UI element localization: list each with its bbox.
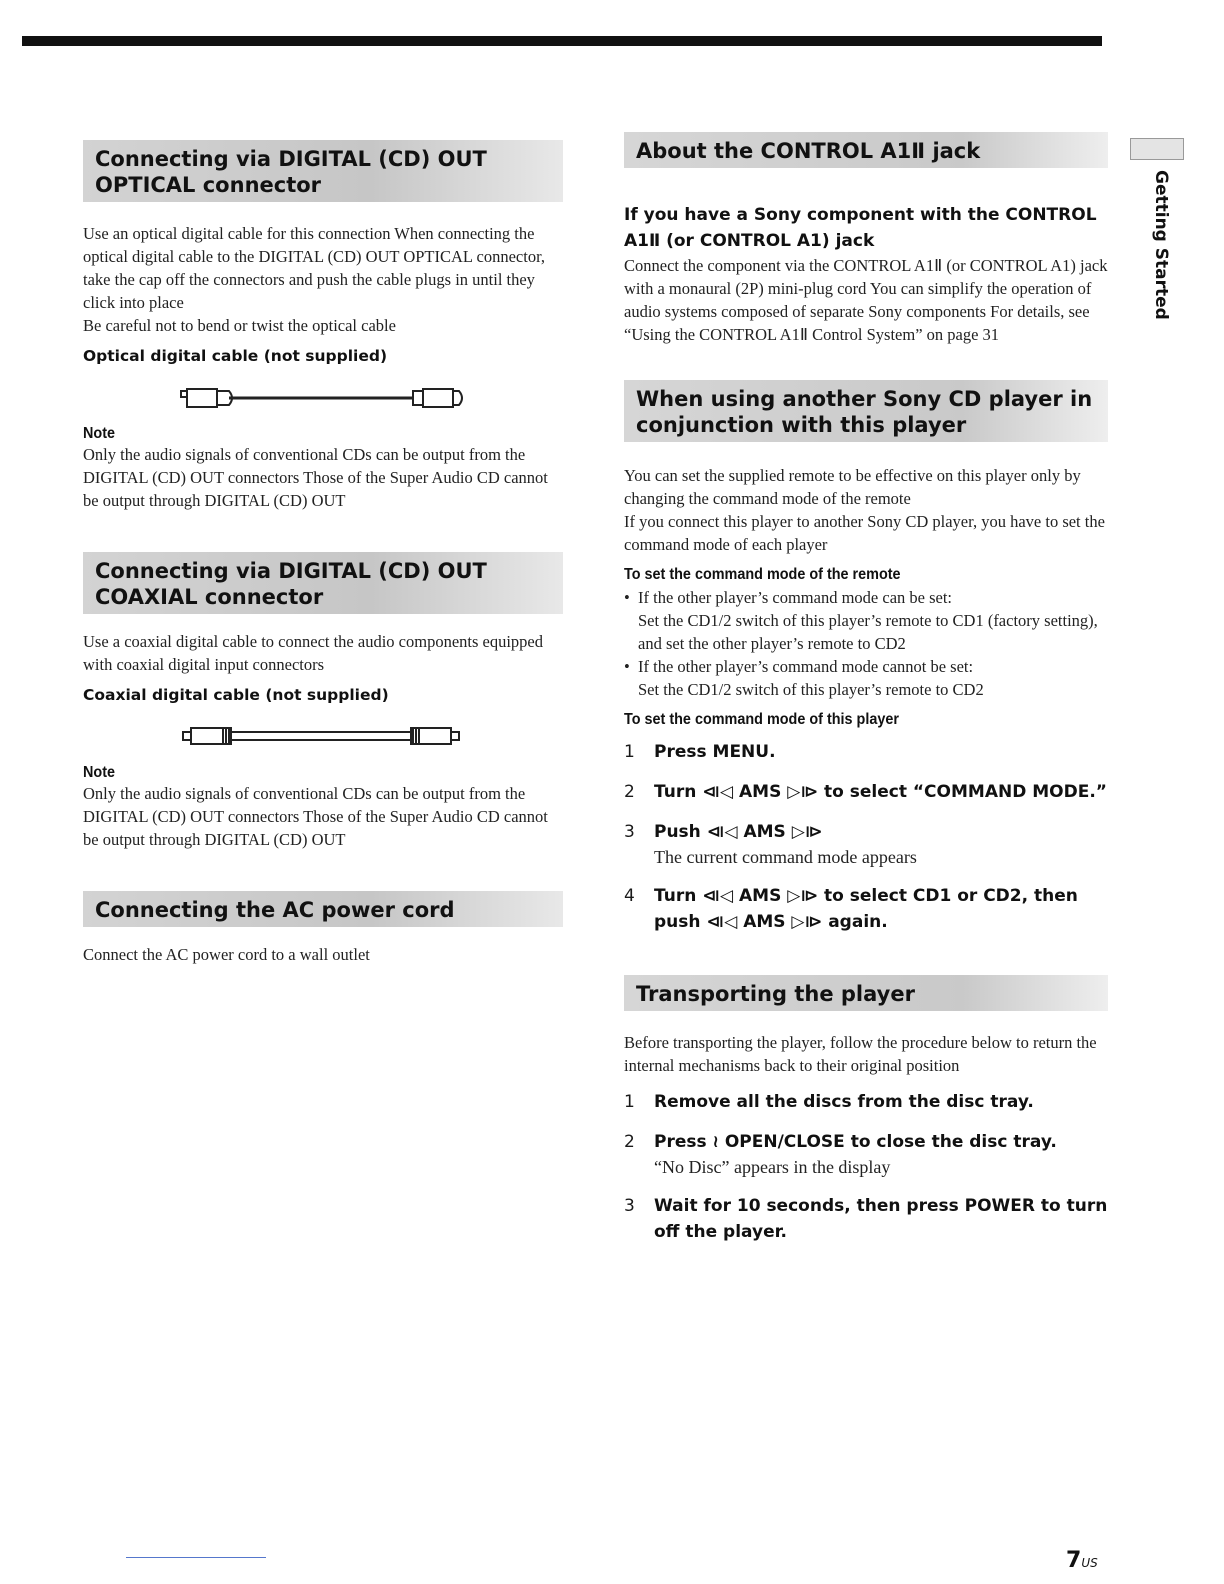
coaxial-heading: Connecting via DIGITAL (CD) OUT COAXIAL connector	[83, 552, 563, 614]
step-number: 2	[624, 782, 635, 802]
step-number: 3	[624, 822, 635, 842]
another-player-body: You can set the supplied remote to be effective on this player only by changing the command mode of the remote	[624, 466, 1081, 508]
top-rule	[22, 36, 1102, 46]
player-mode-title: To set the command mode of this player	[624, 711, 899, 728]
optical-body: Use an optical digital cable for this connection When connecting the optical digital cable to the DIGITAL (CD) OUT OPTICAL connector, take the cap off the connectors and push the cable plugs in until they click into place	[83, 224, 546, 312]
coaxial-body: Use a coaxial digital cable to connect the audio components equipped with coaxial digital input connectors	[83, 632, 544, 674]
list-item	[624, 739, 1108, 765]
bullet-head: If the other player’s command mode cannot be set:	[638, 657, 974, 676]
optical-cable-illustration	[83, 365, 563, 425]
coaxial-cable-illustration	[83, 704, 563, 764]
another-player-body-2: If you connect this player to another Sony CD player, you have to set the command mode of each player	[624, 512, 1105, 554]
optical-heading: Connecting via DIGITAL (CD) OUT OPTICAL connector	[83, 140, 563, 202]
section-side-label: Getting Started	[1151, 170, 1171, 320]
list-item	[624, 1089, 1108, 1115]
footer-rule	[126, 1557, 266, 1558]
control-body: Connect the component via the CONTROL A1Ⅱ (or CONTROL A1) jack with a monaural (2P) mini-plug cord You can simplify the operation of audio systems composed of separate Sony components For details, see “Using the CONTROL A1Ⅱ Control System” on page 31	[624, 256, 1108, 344]
step-text: Press MENU.	[654, 742, 776, 762]
side-tab-marker	[1130, 138, 1184, 160]
list-item	[624, 779, 1108, 805]
step-number: 1	[624, 1092, 635, 1112]
step-description: The current command mode appears	[654, 847, 917, 867]
control-heading: About the CONTROL A1Ⅱ jack	[624, 132, 1108, 168]
page-number-suffix: US	[1081, 1556, 1098, 1570]
transport-body: Before transporting the player, follow the procedure below to return the internal mechanisms back to their original position	[624, 1033, 1097, 1075]
list-item: • If the other player’s command mode can be set: Set the CD1/2 switch of this player’s remote to CD1 (factory setting), and set the other player’s remote to CD2	[624, 588, 1098, 653]
bullet-text: Set the CD1/2 switch of this player’s remote to CD1 (factory setting), and set the other player’s remote to CD2	[638, 611, 1098, 653]
step-number: 3	[624, 1196, 635, 1216]
optical-note-text: Only the audio signals of conventional CDs can be output from the DIGITAL (CD) OUT connectors Those of the Super Audio CD cannot be output through DIGITAL (CD) OUT	[83, 445, 548, 510]
step-number: 2	[624, 1132, 635, 1152]
remote-mode-list	[624, 586, 1108, 701]
page-number	[1066, 1548, 1098, 1573]
step-number: 4	[624, 886, 635, 906]
power-body: Connect the AC power cord to a wall outlet	[83, 945, 370, 964]
step-text: Wait for 10 seconds, then press POWER to turn off the player.	[654, 1196, 1108, 1242]
step-text: Push ⧏◁ AMS ▷⧐	[654, 822, 823, 842]
bullet-text: Set the CD1/2 switch of this player’s remote to CD2	[638, 680, 984, 699]
control-subhead: If you have a Sony component with the CONTROL A1Ⅱ (or CONTROL A1) jack	[624, 205, 1097, 251]
step-text: Turn ⧏◁ AMS ▷⧐ to select “COMMAND MODE.”	[654, 782, 1107, 802]
optical-cable-label: Optical digital cable (not supplied)	[83, 347, 388, 365]
coaxial-cable-label: Coaxial digital cable (not supplied)	[83, 686, 389, 704]
list-item	[624, 819, 1108, 869]
optical-note-title: Note	[83, 425, 116, 442]
power-heading: Connecting the AC power cord	[83, 891, 563, 927]
right-column	[624, 132, 1108, 1259]
step-text: Remove all the discs from the disc tray.	[654, 1092, 1034, 1112]
step-text: Turn ⧏◁ AMS ▷⧐ to select CD1 or CD2, then push ⧏◁ AMS ▷⧐ again.	[654, 886, 1078, 932]
bullet-head: If the other player’s command mode can be set:	[638, 588, 952, 607]
step-number: 1	[624, 742, 635, 762]
coaxial-note-title: Note	[83, 764, 116, 781]
another-player-heading: When using another Sony CD player in conjunction with this player	[624, 380, 1108, 442]
coaxial-note-text: Only the audio signals of conventional CDs can be output from the DIGITAL (CD) OUT connectors Those of the Super Audio CD cannot be output through DIGITAL (CD) OUT	[83, 784, 548, 849]
list-item	[624, 883, 1108, 935]
step-description: “No Disc” appears in the display	[654, 1157, 891, 1177]
player-mode-steps	[624, 739, 1108, 935]
list-item	[624, 1129, 1108, 1179]
left-column	[83, 140, 563, 966]
page-number-value: 7	[1066, 1548, 1082, 1573]
optical-body-caution: Be careful not to bend or twist the optical cable	[83, 316, 396, 335]
remote-mode-title: To set the command mode of the remote	[624, 566, 901, 583]
step-text: Press ≀ OPEN/CLOSE to close the disc tray.	[654, 1132, 1057, 1152]
transport-steps	[624, 1089, 1108, 1245]
transport-heading: Transporting the player	[624, 975, 1108, 1011]
list-item	[624, 1193, 1108, 1245]
list-item: • If the other player’s command mode cannot be set: Set the CD1/2 switch of this player’s remote to CD2	[624, 657, 984, 699]
